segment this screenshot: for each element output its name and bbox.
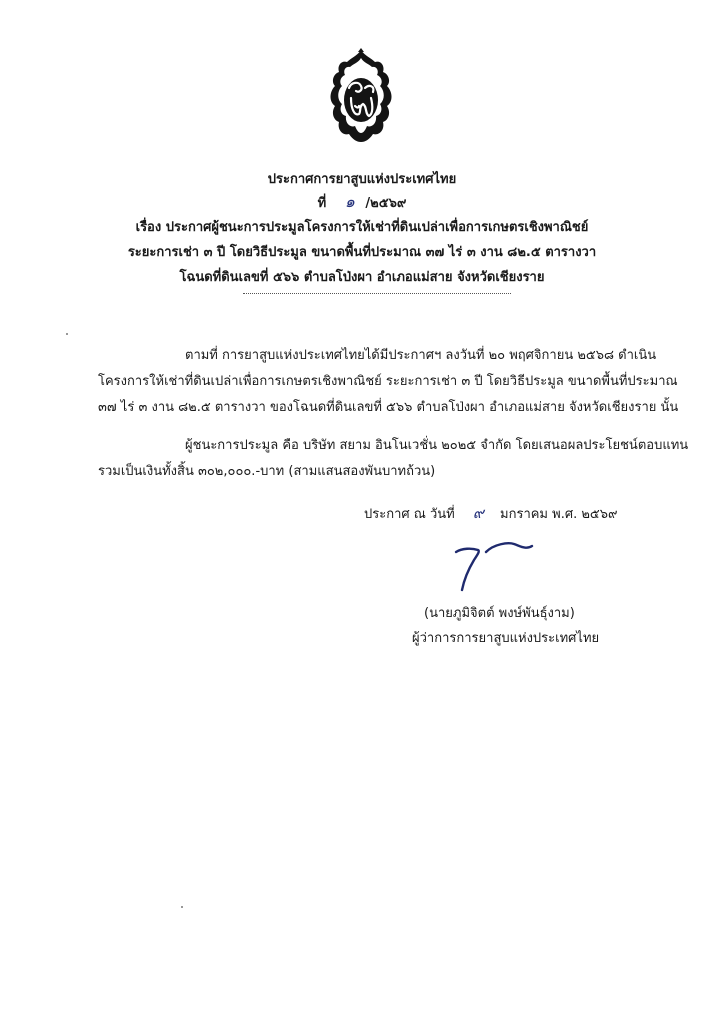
announcement-number: [0, 190, 724, 215]
subject-line-1: เรื่อง ประกาศผู้ชนะการประมูลโครงการให้เช่าที่ดินเปล่าเพื่อการเกษตรเชิงพาณิชย์: [135, 220, 589, 235]
signatory-name: (นายภูมิจิตต์ พงษ์พันธุ์งาม): [424, 606, 575, 621]
body-paragraph-1-line-1: ตามที่ การยาสูบแห่งประเทศไทยได้มีประกาศฯ ลงวันที่ ๒๐ พฤศจิกายน ๒๕๖๘ ดำเนิน: [185, 348, 657, 363]
handwritten-signature-icon: [450, 534, 540, 594]
scan-speck: [66, 333, 68, 335]
announcement-org-title: ประกาศการยาสูบแห่งประเทศไทย: [267, 172, 457, 187]
signatory-position: ผู้ว่าการการยาสูบแห่งประเทศไทย: [412, 631, 600, 646]
date-month-year: มกราคม พ.ศ. ๒๕๖๙: [500, 507, 618, 522]
body-paragraph-2-line-2: รวมเป็นเงินทั้งสิ้น ๓๐๒,๐๐๐.-บาท (สามแสนสองพันบาทถ้วน): [98, 464, 436, 479]
scan-speck: [181, 906, 183, 908]
announcement-date: [364, 501, 618, 525]
number-handwritten: ๑: [344, 192, 355, 211]
dotted-divider: [243, 293, 511, 294]
number-prefix: ที่: [317, 196, 327, 211]
date-prefix: ประกาศ ณ วันที่: [364, 507, 455, 522]
body-paragraph-1-line-2: โครงการให้เช่าที่ดินเปล่าเพื่อการเกษตรเชิงพาณิชย์ ระยะการเช่า ๓ ปี โดยวิธีประมูล ขนาดพื้นที่ประมาณ: [98, 374, 678, 389]
date-day-handwritten: ๙: [472, 504, 484, 522]
number-suffix: /๒๕๖๙: [365, 196, 407, 211]
tobacco-authority-seal-icon: [325, 48, 397, 144]
body-paragraph-2-line-1: ผู้ชนะการประมูล คือ บริษัท สยาม อินโนเวชั่น ๒๐๒๕ จำกัด โดยเสนอผลประโยชน์ตอบแทน: [185, 438, 689, 453]
subject-line-2: ระยะการเช่า ๓ ปี โดยวิธีประมูล ขนาดพื้นที่ประมาณ ๓๗ ไร่ ๓ งาน ๘๒.๕ ตารางวา: [127, 245, 597, 260]
body-paragraph-1-line-3: ๓๗ ไร่ ๓ งาน ๘๒.๕ ตารางวา ของโฉนดที่ดินเลขที่ ๕๖๖ ตำบลโป่งผา อำเภอแม่สาย จังหวัดเชียงราย นั้น: [98, 400, 679, 415]
subject-line-3: โฉนดที่ดินเลขที่ ๕๖๖ ตำบลโป่งผา อำเภอแม่สาย จังหวัดเชียงราย: [179, 270, 545, 285]
